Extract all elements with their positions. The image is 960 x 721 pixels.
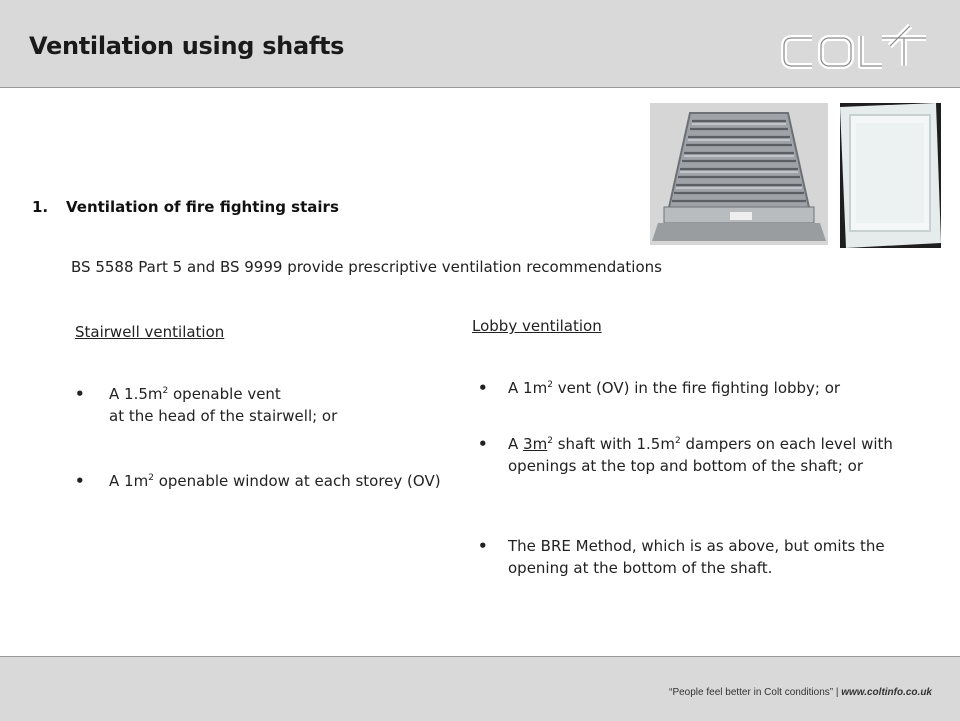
intro-text: BS 5588 Part 5 and BS 9999 provide prescriptive ventilation recommendations [71, 258, 662, 276]
footer-url-link[interactable]: www.coltinfo.co.uk [841, 687, 932, 698]
stairwell-heading: Stairwell ventilation [75, 323, 225, 341]
footer-text [669, 687, 932, 698]
section-number: 1. [32, 198, 49, 216]
footer-tagline: “People feel better in Colt conditions” | [669, 687, 842, 698]
bullet-marker: • [478, 537, 488, 555]
bullet-marker: • [478, 435, 488, 453]
bullet-marker: • [478, 379, 488, 397]
lobby-bullet-1: • A $1m^2$ vent (OV) in the fire fighting lobby; or [478, 379, 841, 397]
page-title: Ventilation using shafts [29, 32, 345, 60]
footer-bar [0, 656, 960, 721]
colt-logo [778, 22, 933, 74]
header-bar [0, 0, 960, 88]
section-heading [32, 198, 339, 216]
lobby-bullet-2: • A $3m^2$ shaft with $1.5m^2$ dampers on each level with openings at the top and bottom of the shaft; or [478, 435, 893, 475]
lobby-bullet-3: • The BRE Method, which is as above, but omits the opening at the bottom of the shaft. [478, 537, 885, 577]
stairwell-bullet-2: • A $1m^2$ openable window at each storey (OV) [75, 472, 441, 490]
lobby-heading: Lobby ventilation [472, 317, 602, 335]
stairwell-bullet-1: • A $1.5m^2$ openable vent at the head of the stairwell; or [75, 385, 338, 425]
smoke-vent-panel-photo [840, 103, 941, 248]
section-heading-text: Ventilation of fire fighting stairs [66, 198, 339, 216]
bullet-marker: • [75, 472, 85, 490]
louvre-vent-photo [650, 103, 828, 245]
bullet-marker: • [75, 385, 85, 403]
